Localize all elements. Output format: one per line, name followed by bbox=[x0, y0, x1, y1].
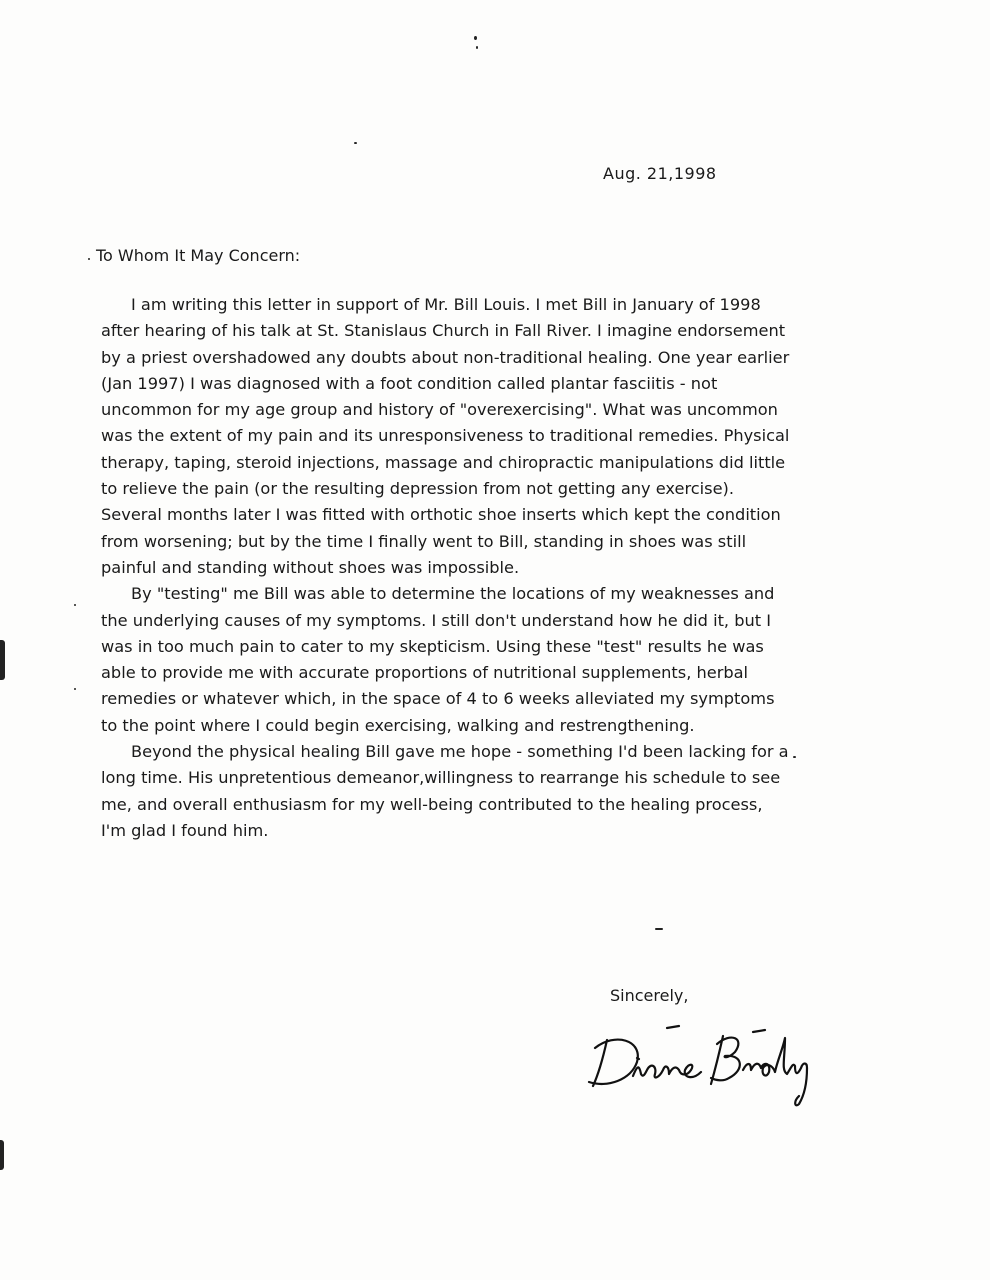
scan-speck bbox=[793, 756, 796, 758]
letter-body bbox=[101, 292, 791, 844]
scan-edge-mark bbox=[0, 640, 5, 680]
letter-date: Aug. 21,1998 bbox=[603, 164, 717, 183]
body-paragraph: By "testing" me Bill was able to determine the locations of my weaknesses and the underlying causes of my symptoms. I still don't understand how he did it, but I was in too much pain to cater to my skepticism. Using these "test" results he was able to provide me with accurate proportions of nutritional supplements, herbal remedies or whatever which, in the space of 4 to 6 weeks alleviated my symptoms to the point where I could begin exercising, walking and restrengthening. bbox=[101, 584, 775, 735]
scan-speck bbox=[354, 142, 357, 144]
scan-speck bbox=[74, 604, 76, 606]
scan-speck bbox=[655, 928, 663, 930]
scan-speck bbox=[74, 688, 76, 690]
handwritten-signature bbox=[585, 1018, 835, 1108]
scan-speck bbox=[474, 36, 477, 40]
scan-edge-mark bbox=[0, 1140, 4, 1170]
scan-speck bbox=[88, 258, 90, 260]
body-paragraph: Beyond the physical healing Bill gave me hope - something I'd been lacking for a long time. His unpretentious demeanor,willingness to rearrange his schedule to see me, and overall enthusiasm for my well-being contributed to the healing process, I'm glad I found him. bbox=[101, 742, 789, 840]
scan-speck bbox=[476, 46, 478, 49]
body-paragraph: I am writing this letter in support of Mr. Bill Louis. I met Bill in January of 1998 after hearing of his talk at St. Stanislaus Church in Fall River. I imagine endorsement by a priest overshadowed any doubts about non-traditional healing. One year earlier (Jan 1997) I was diagnosed with a foot condition called plantar fasciitis - not uncommon for my age group and history of "overexercising". What was uncommon was the extent of my pain and its unresponsiveness to traditional remedies. Physical therapy, taping, steroid injections, massage and chiropractic manipulations did little to relieve the pain (or the resulting depression from not getting any exercise). Several months later I was fitted with orthotic shoe inserts which kept the condition from worsening; but by the time I finally went to Bill, standing in shoes was still painful and standing without shoes was impossible. bbox=[101, 295, 790, 577]
letter-closing: Sincerely, bbox=[610, 986, 689, 1005]
letter-salutation: To Whom It May Concern: bbox=[96, 246, 301, 265]
